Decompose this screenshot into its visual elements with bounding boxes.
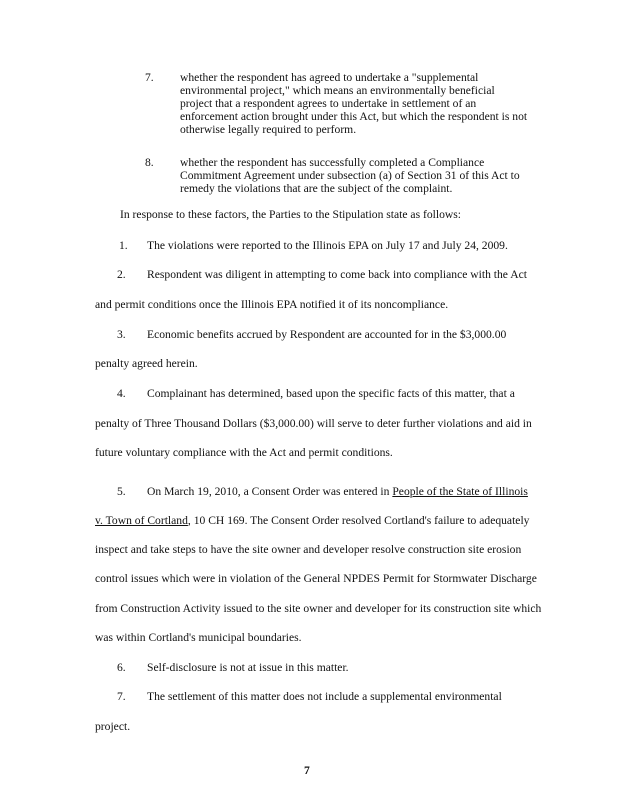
factor-line: Commitment Agreement under subsection (a) of Section 31 of this Act to [180,169,520,182]
paragraph-number: 4. [117,387,126,400]
paragraph-number: 6. [117,661,126,674]
paragraph-number: 3. [117,328,126,341]
case-name: People of the State of Illinois [392,485,528,498]
paragraph-line: project. [95,720,131,733]
page-number: 7 [304,764,310,777]
text: On March 19, 2010, a Consent Order was entered in [147,485,393,498]
paragraph-line: Complainant has determined, based upon the specific facts of this matter, that a [147,387,515,400]
paragraph-line: Respondent was diligent in attempting to come back into compliance with the Act [147,268,527,281]
factor-number: 7. [145,71,154,84]
paragraph-line: penalty of Three Thousand Dollars ($3,000.00) will serve to deter further violations and aid in [95,417,532,430]
factor-line: enforcement action brought under this Act, but which the respondent is not [180,110,528,123]
paragraph-line: future voluntary compliance with the Act and permit conditions. [95,446,393,459]
factor-line: whether the respondent has successfully completed a Compliance [180,156,485,169]
factor-line: whether the respondent has agreed to undertake a "supplemental [180,71,479,84]
paragraph-line: control issues which were in violation of the General NPDES Permit for Stormwater Discharge [95,572,537,585]
factor-line: otherwise legally required to perform. [180,123,357,136]
factor-line: project that a respondent agrees to undertake in settlement of an [180,97,477,110]
paragraph-line: was within Cortland's municipal boundaries. [95,631,302,644]
paragraph-number: 7. [117,690,126,703]
paragraph-number: 5. [117,485,126,498]
case-name: v. Town of Cortland [95,514,188,527]
paragraph-number: 2. [117,268,126,281]
factor-line: remedy the violations that are the subject of the complaint. [180,182,453,195]
paragraph-line: Self-disclosure is not at issue in this matter. [147,661,349,674]
paragraph-line: inspect and take steps to have the site owner and developer resolve construction site erosion [95,543,522,556]
paragraph-line: Economic benefits accrued by Respondent are accounted for in the $3,000.00 [147,328,507,341]
paragraph-line: from Construction Activity issued to the site owner and developer for its construction site which [95,602,542,615]
text: , 10 CH 169. The Consent Order resolved Cortland's failure to adequately [187,514,530,527]
paragraph-line [147,485,528,499]
paragraph-line: penalty agreed herein. [95,357,198,370]
paragraph-line [95,514,529,528]
paragraph-line: The settlement of this matter does not include a supplemental environmental [147,690,502,703]
intro-text: In response to these factors, the Parties to the Stipulation state as follows: [120,208,461,221]
factor-number: 8. [145,156,154,169]
paragraph-line: and permit conditions once the Illinois EPA notified it of its noncompliance. [95,298,449,311]
paragraph-line: The violations were reported to the Illinois EPA on July 17 and July 24, 2009. [147,239,508,252]
factor-line: environmental project," which means an environmentally beneficial [180,84,495,97]
paragraph-number: 1. [119,239,128,252]
